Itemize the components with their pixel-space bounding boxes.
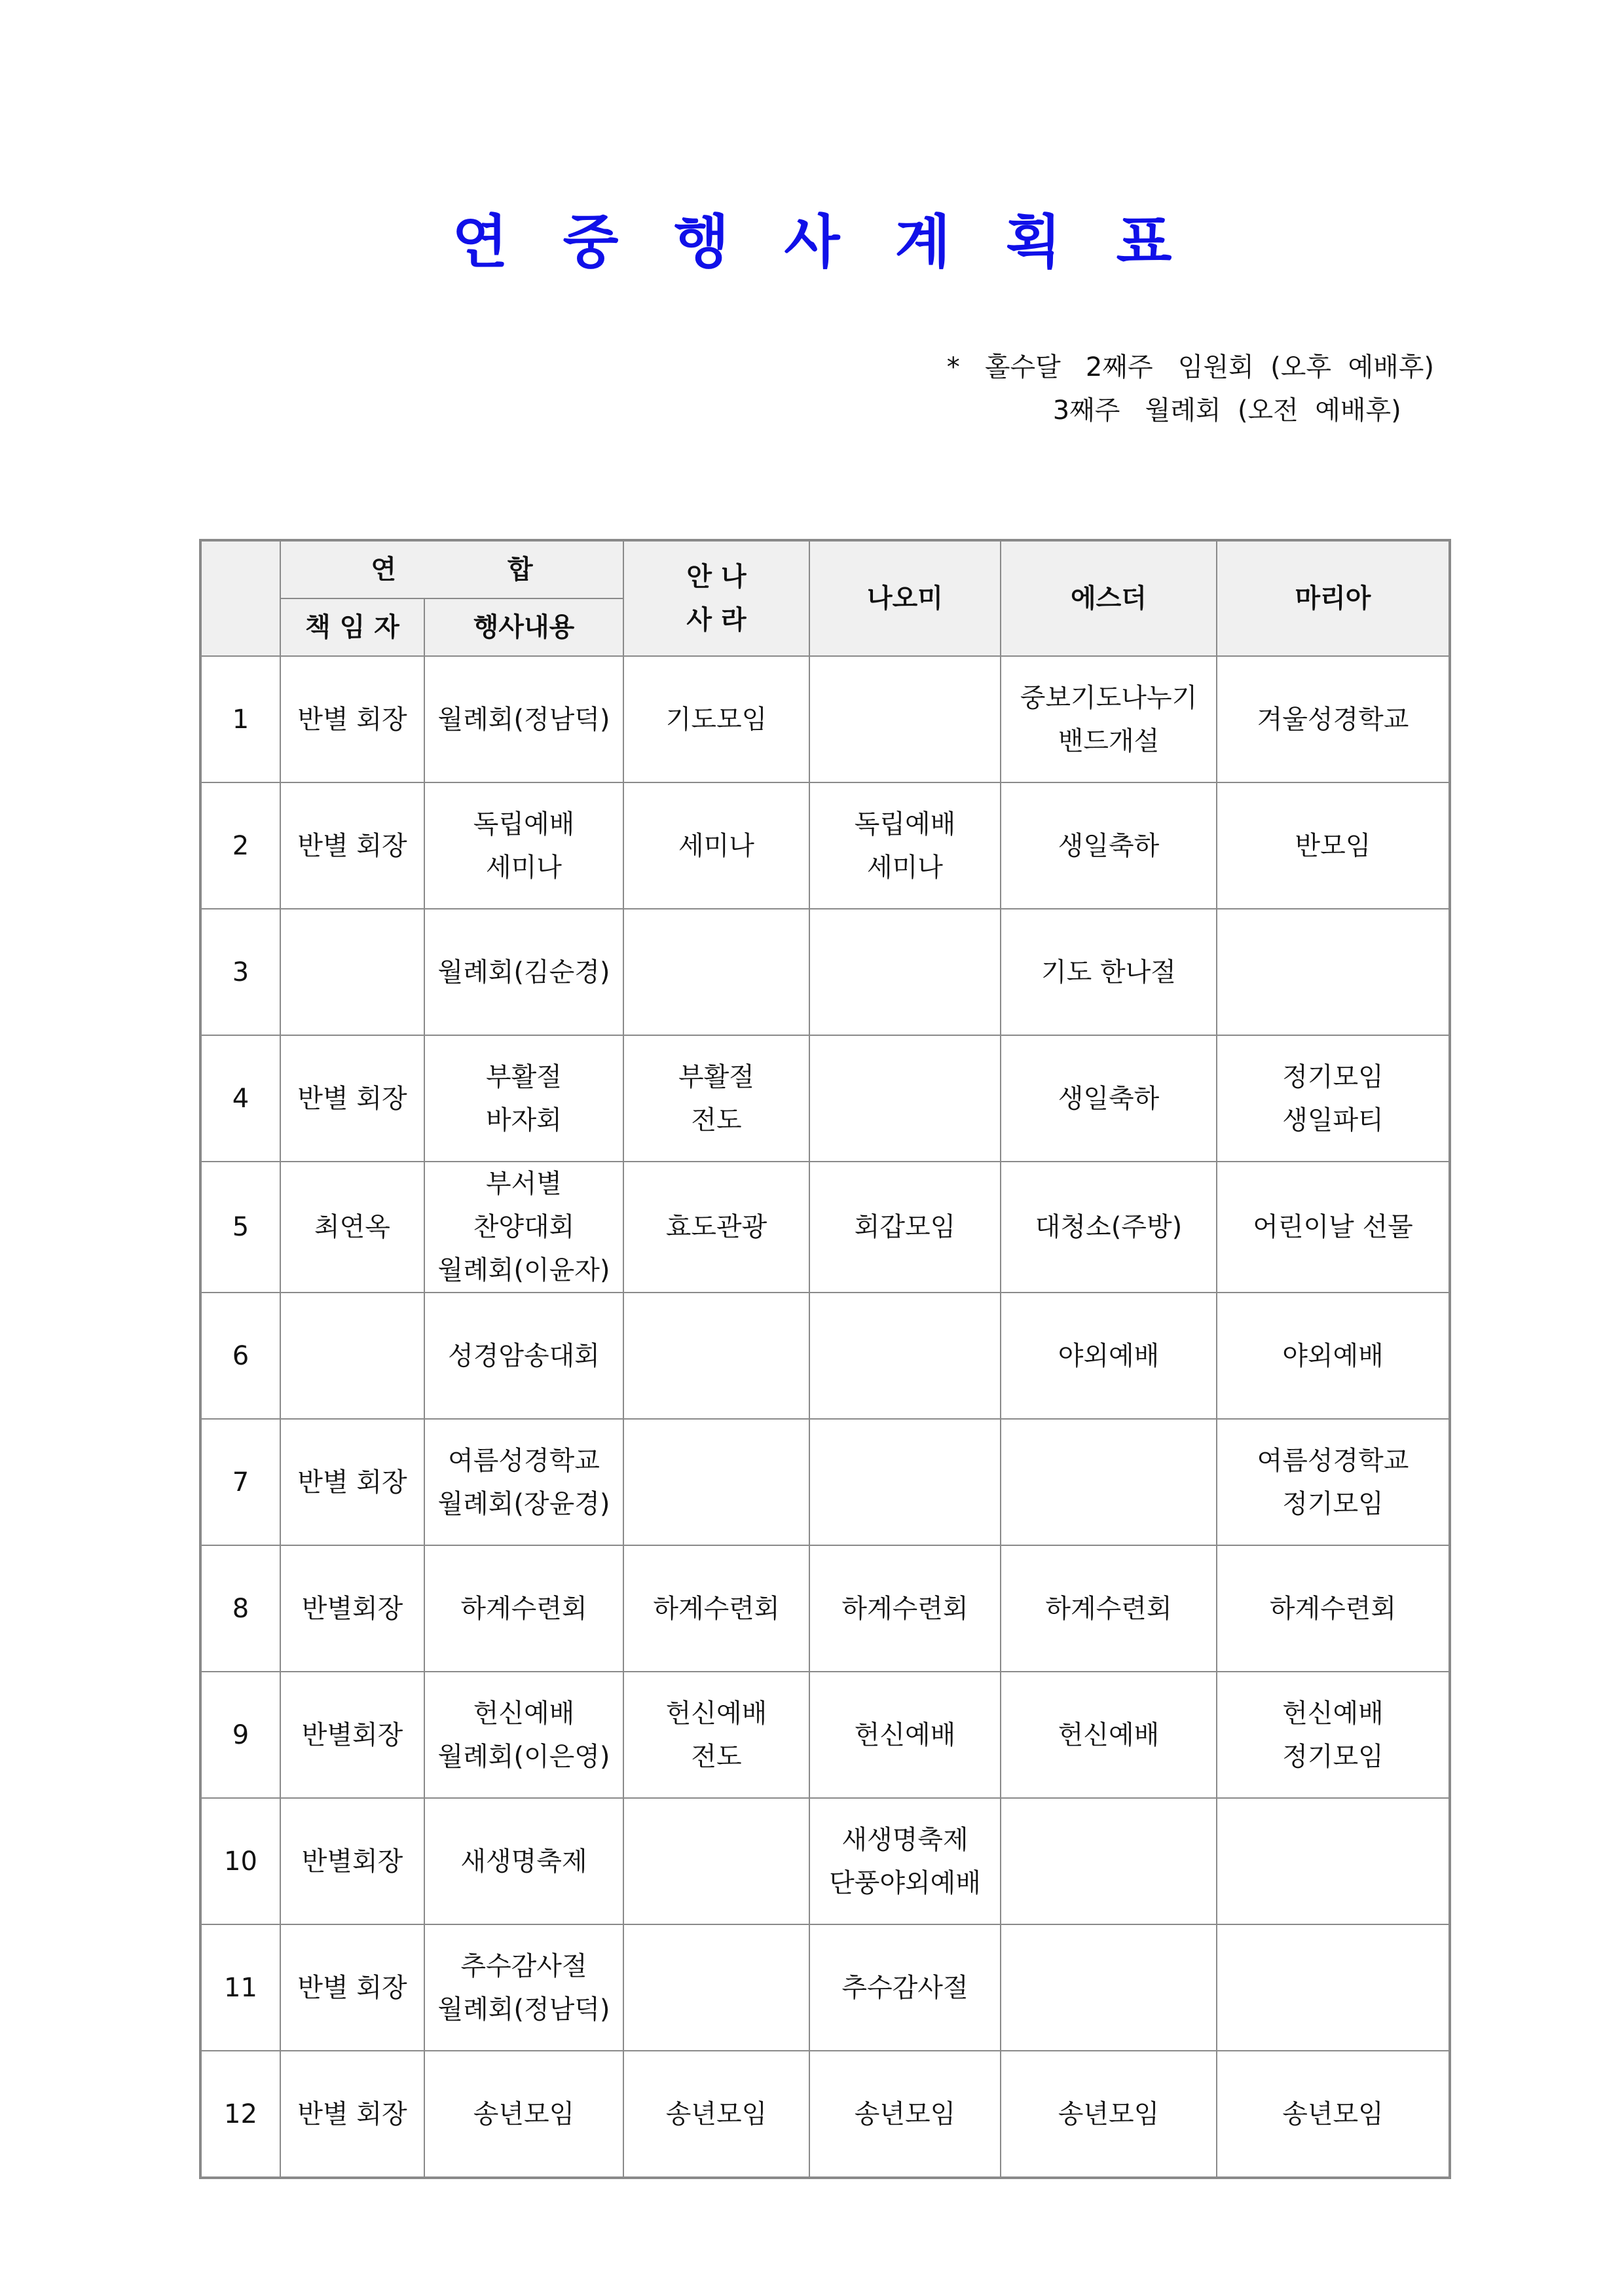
naomi-cell-line: 독립예배 — [854, 809, 956, 839]
anna-header-line: 안 나 — [686, 562, 747, 592]
naomi-cell — [809, 1035, 1001, 1162]
month-cell: 9 — [200, 1672, 280, 1798]
esther-cell-line: 대청소(주방) — [1035, 1212, 1183, 1242]
event-cell-line: 하계수련회 — [460, 1593, 587, 1624]
event-cell — [424, 782, 623, 909]
maria-cell-line: 어린이날 선물 — [1253, 1212, 1413, 1242]
anna-cell — [623, 2051, 809, 2178]
table-row — [200, 1419, 1450, 1545]
maria-cell — [1217, 1545, 1450, 1672]
anna-cell — [623, 1672, 809, 1798]
maria-cell-line: 하계수련회 — [1269, 1593, 1397, 1624]
anna-cell-line: 송년모임 — [665, 2099, 767, 2129]
naomi-cell-line: 헌신예배 — [854, 1719, 956, 1750]
maria-header: 마리아 — [1217, 540, 1450, 656]
event-cell — [424, 1419, 623, 1545]
table-row — [200, 782, 1450, 909]
anna-cell — [623, 1293, 809, 1419]
esther-cell — [1001, 909, 1217, 1035]
naomi-cell — [809, 1924, 1001, 2051]
month-cell: 7 — [200, 1419, 280, 1545]
event-cell-line: 추수감사절 — [460, 1951, 587, 1981]
responsible-cell: 반별회장 — [280, 1672, 424, 1798]
responsible-cell: 반별 회장 — [280, 656, 424, 782]
event-cell — [424, 1545, 623, 1672]
esther-cell — [1001, 1035, 1217, 1162]
table-row — [200, 1798, 1450, 1924]
maria-cell — [1217, 782, 1450, 909]
event-cell-line: 찬양대회 — [473, 1212, 575, 1242]
month-cell: 4 — [200, 1035, 280, 1162]
naomi-cell-line: 세미나 — [867, 852, 943, 883]
anna-cell — [623, 1545, 809, 1672]
sarah-header-line: 사 라 — [686, 605, 747, 635]
anna-cell — [623, 1419, 809, 1545]
month-cell: 8 — [200, 1545, 280, 1672]
table-row — [200, 1162, 1450, 1293]
annual-plan-table — [199, 539, 1451, 2179]
anna-cell-line: 하계수련회 — [653, 1593, 780, 1624]
responsible-cell: 반별회장 — [280, 1545, 424, 1672]
event-cell-line: 월례회(이윤자) — [437, 1255, 610, 1285]
maria-cell-line: 송년모임 — [1282, 2099, 1384, 2129]
event-cell-line: 부서별 — [486, 1169, 562, 1199]
event-cell-line: 월례회(정남덕) — [437, 1994, 610, 2025]
anna-cell-line: 전도 — [691, 1741, 742, 1772]
maria-cell — [1217, 1672, 1450, 1798]
maria-cell — [1217, 1924, 1450, 2051]
maria-cell-line: 야외예배 — [1282, 1340, 1384, 1371]
event-cell — [424, 1035, 623, 1162]
union-header-char: 연 — [371, 555, 396, 585]
naomi-cell — [809, 2051, 1001, 2178]
maria-cell-line: 겨울성경학교 — [1257, 704, 1409, 735]
event-cell — [424, 1798, 623, 1924]
responsible-cell: 반별 회장 — [280, 1419, 424, 1545]
anna-cell-line: 부활절 — [678, 1061, 754, 1092]
event-cell-line: 성경암송대회 — [448, 1340, 600, 1371]
maria-cell — [1217, 2051, 1450, 2178]
month-cell: 12 — [200, 2051, 280, 2178]
maria-cell-line: 반모임 — [1295, 830, 1371, 861]
naomi-cell-line: 단풍야외예배 — [829, 1867, 981, 1898]
title-char: 획 — [1005, 208, 1061, 276]
table-row — [200, 909, 1450, 1035]
month-cell: 5 — [200, 1162, 280, 1293]
anna-cell — [623, 782, 809, 909]
schedule-notes — [947, 346, 1434, 432]
responsible-cell — [280, 1293, 424, 1419]
event-cell-line: 월례회(정남덕) — [437, 704, 610, 735]
table-row — [200, 2051, 1450, 2178]
event-cell — [424, 656, 623, 782]
responsible-cell — [280, 909, 424, 1035]
naomi-cell — [809, 1293, 1001, 1419]
esther-cell — [1001, 1924, 1217, 2051]
title-char: 계 — [895, 208, 951, 276]
naomi-cell — [809, 782, 1001, 909]
maria-cell-line: 정기모임 — [1282, 1741, 1384, 1772]
maria-cell-line: 정기모임 — [1282, 1061, 1384, 1092]
month-cell: 1 — [200, 656, 280, 782]
table-row — [200, 656, 1450, 782]
note-line-1: * 홀수달 2째주 임원회 (오후 예배후) — [946, 352, 1434, 382]
event-cell-line: 월례회(장윤경) — [437, 1488, 610, 1519]
naomi-cell — [809, 909, 1001, 1035]
title-char: 중 — [563, 208, 619, 276]
esther-cell-line: 중보기도나누기 — [1020, 682, 1198, 713]
month-cell: 6 — [200, 1293, 280, 1419]
maria-cell-line: 정기모임 — [1282, 1488, 1384, 1519]
maria-cell-line: 헌신예배 — [1282, 1698, 1384, 1729]
responsible-header: 책 임 자 — [280, 598, 424, 656]
responsible-cell: 반별 회장 — [280, 782, 424, 909]
maria-cell-line: 여름성경학교 — [1257, 1445, 1409, 1476]
event-cell-line: 독립예배 — [473, 809, 575, 839]
union-header — [280, 540, 623, 598]
esther-cell — [1001, 1293, 1217, 1419]
event-cell-line: 월례회(이은영) — [437, 1741, 610, 1772]
anna-cell — [623, 909, 809, 1035]
table-row — [200, 1035, 1450, 1162]
naomi-cell-line: 추수감사절 — [841, 1972, 969, 2003]
esther-cell-line: 생일축하 — [1058, 830, 1160, 861]
naomi-cell — [809, 1672, 1001, 1798]
title-char: 표 — [1116, 208, 1172, 276]
event-cell — [424, 1162, 623, 1293]
anna-cell — [623, 1798, 809, 1924]
responsible-cell: 반별 회장 — [280, 1924, 424, 2051]
naomi-header: 나오미 — [809, 540, 1001, 656]
esther-cell — [1001, 1798, 1217, 1924]
esther-cell-line: 송년모임 — [1058, 2099, 1160, 2129]
maria-cell-line: 생일파티 — [1282, 1105, 1384, 1135]
anna-cell-line: 세미나 — [678, 830, 754, 861]
esther-header: 에스더 — [1001, 540, 1217, 656]
naomi-cell-line: 회갑모임 — [854, 1212, 956, 1242]
responsible-cell: 반별회장 — [280, 1798, 424, 1924]
maria-cell — [1217, 1162, 1450, 1293]
responsible-cell: 반별 회장 — [280, 2051, 424, 2178]
anna-sarah-header — [623, 540, 809, 656]
anna-cell-line: 기도모임 — [665, 704, 767, 735]
event-cell-line: 월례회(김순경) — [437, 957, 610, 987]
anna-cell — [623, 1035, 809, 1162]
naomi-cell-line: 하계수련회 — [841, 1593, 969, 1624]
naomi-cell-line: 새생명축제 — [841, 1824, 969, 1855]
esther-cell-line: 헌신예배 — [1058, 1719, 1160, 1750]
event-cell — [424, 1924, 623, 2051]
table-row — [200, 1672, 1450, 1798]
esther-cell-line: 야외예배 — [1058, 1340, 1160, 1371]
naomi-cell-line: 송년모임 — [854, 2099, 956, 2129]
event-cell — [424, 909, 623, 1035]
table-row — [200, 1924, 1450, 2051]
event-cell — [424, 1672, 623, 1798]
event-header: 행사내용 — [424, 598, 623, 656]
title-char: 사 — [784, 208, 840, 276]
esther-cell-line: 생일축하 — [1058, 1083, 1160, 1114]
esther-cell — [1001, 1162, 1217, 1293]
naomi-cell — [809, 1798, 1001, 1924]
event-cell-line: 헌신예배 — [473, 1698, 575, 1729]
esther-cell-line: 하계수련회 — [1045, 1593, 1172, 1624]
month-cell: 10 — [200, 1798, 280, 1924]
anna-cell-line: 효도관광 — [665, 1212, 767, 1242]
event-cell-line: 바자회 — [486, 1105, 562, 1135]
event-cell-line: 여름성경학교 — [448, 1445, 600, 1476]
maria-cell — [1217, 1419, 1450, 1545]
month-header — [200, 540, 280, 656]
esther-cell — [1001, 656, 1217, 782]
month-cell: 2 — [200, 782, 280, 909]
naomi-cell — [809, 1545, 1001, 1672]
maria-cell — [1217, 1035, 1450, 1162]
table-row — [200, 1293, 1450, 1419]
esther-cell — [1001, 1419, 1217, 1545]
event-cell-line: 새생명축제 — [460, 1846, 587, 1877]
responsible-cell: 반별 회장 — [280, 1035, 424, 1162]
esther-cell — [1001, 2051, 1217, 2178]
event-cell — [424, 2051, 623, 2178]
event-cell-line: 세미나 — [486, 852, 562, 883]
title-char: 행 — [673, 208, 729, 276]
union-header-char: 합 — [507, 555, 533, 585]
naomi-cell — [809, 1419, 1001, 1545]
month-cell: 3 — [200, 909, 280, 1035]
responsible-cell: 최연옥 — [280, 1162, 424, 1293]
month-cell: 11 — [200, 1924, 280, 2051]
maria-cell — [1217, 1293, 1450, 1419]
event-cell — [424, 1293, 623, 1419]
naomi-cell — [809, 1162, 1001, 1293]
table-row — [200, 1545, 1450, 1672]
page-title — [0, 196, 1624, 279]
maria-cell — [1217, 1798, 1450, 1924]
esther-cell — [1001, 1545, 1217, 1672]
note-line-2: 3째주 월례회 (오전 예배후) — [1052, 395, 1401, 426]
esther-cell-line: 밴드개설 — [1058, 725, 1160, 756]
anna-cell — [623, 1162, 809, 1293]
maria-cell — [1217, 909, 1450, 1035]
esther-cell — [1001, 782, 1217, 909]
naomi-cell — [809, 656, 1001, 782]
anna-cell-line: 전도 — [691, 1105, 742, 1135]
anna-cell-line: 헌신예배 — [665, 1698, 767, 1729]
esther-cell — [1001, 1672, 1217, 1798]
maria-cell — [1217, 656, 1450, 782]
event-cell-line: 부활절 — [486, 1061, 562, 1092]
event-cell-line: 송년모임 — [473, 2099, 575, 2129]
anna-cell — [623, 656, 809, 782]
esther-cell-line: 기도 한나절 — [1041, 957, 1176, 987]
title-char: 연 — [452, 208, 508, 276]
anna-cell — [623, 1924, 809, 2051]
